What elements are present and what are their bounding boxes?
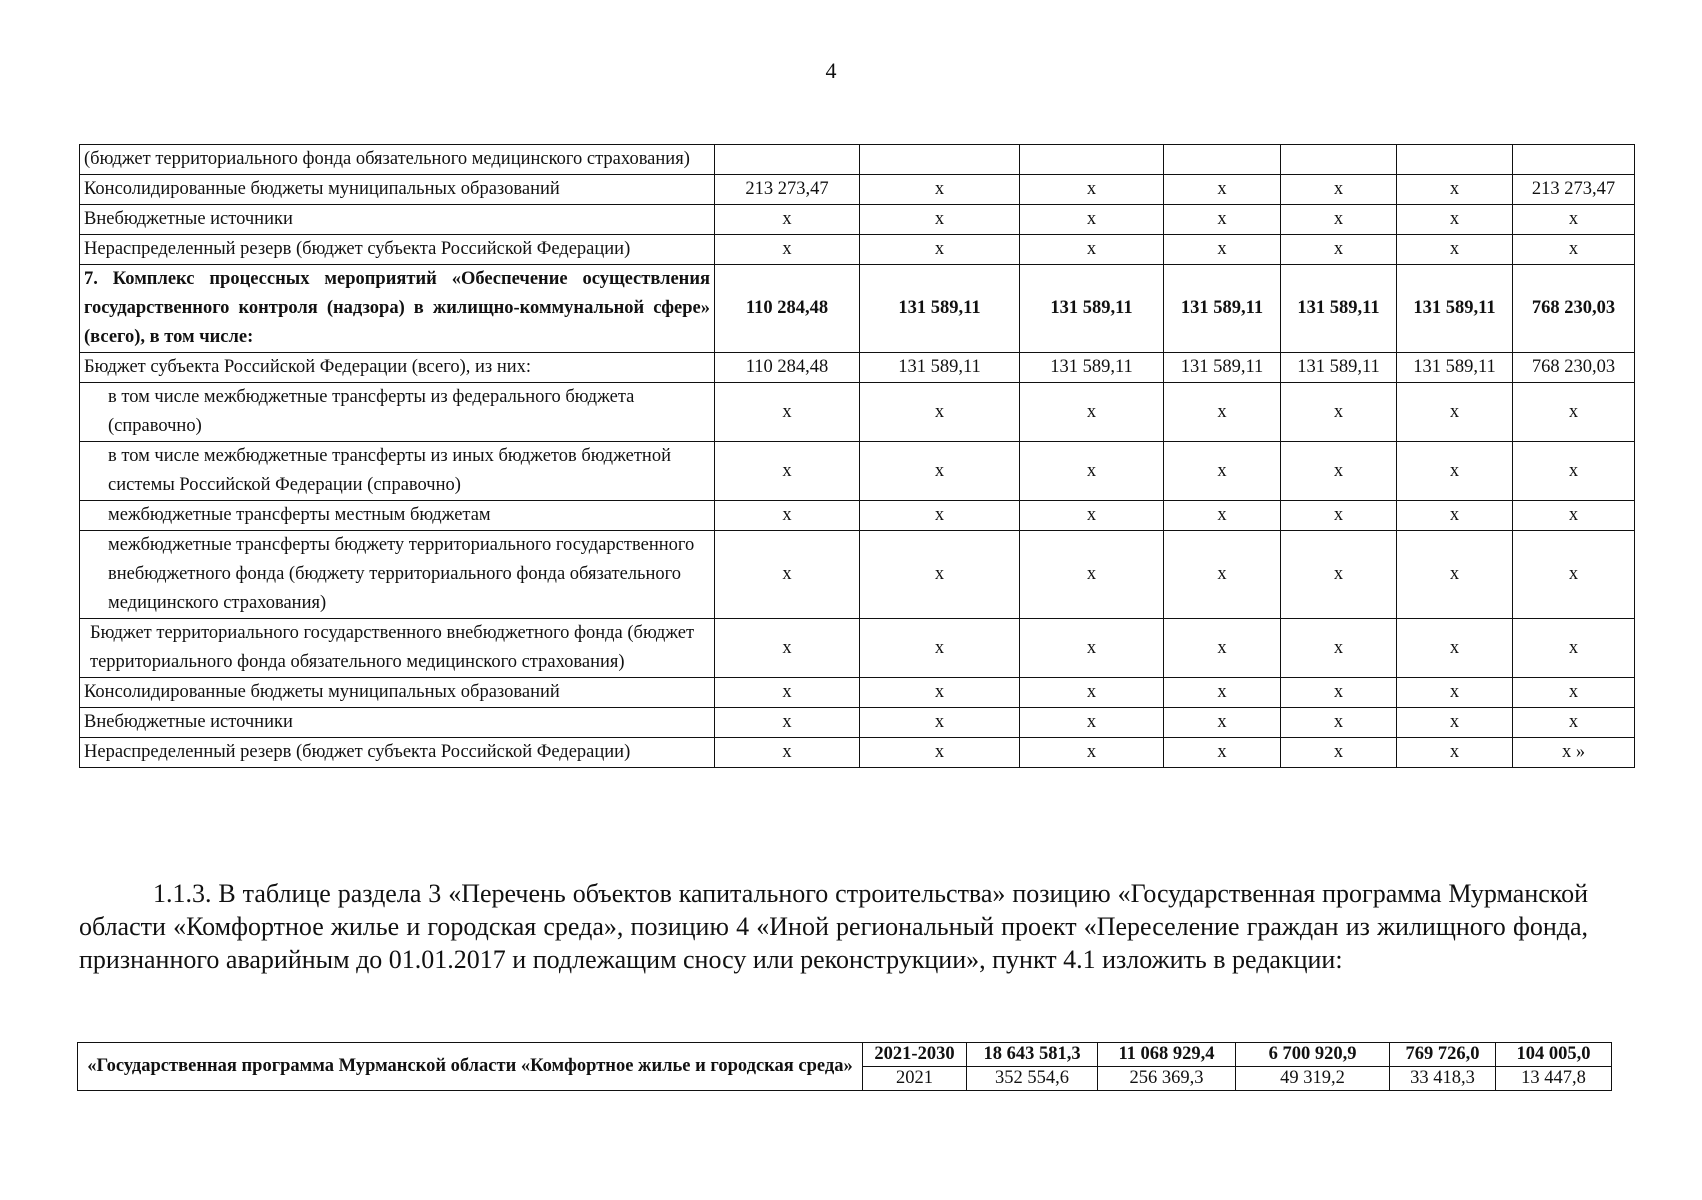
value-cell: 131 589,11 xyxy=(1397,265,1513,353)
value-cell: x xyxy=(1513,205,1635,235)
value-cell: x xyxy=(860,383,1020,442)
value-cell: x xyxy=(1281,383,1397,442)
row-label: (бюджет территориального фонда обязательного медицинского страхования) xyxy=(80,145,715,175)
value-cell: x xyxy=(1513,531,1635,619)
value-cell: x xyxy=(860,175,1020,205)
value-cell: x xyxy=(715,531,860,619)
budget-table-body xyxy=(80,145,1635,768)
program-value-cell: 11 068 929,4 xyxy=(1098,1043,1236,1067)
value-cell: x xyxy=(1281,501,1397,531)
value-cell: x xyxy=(715,678,860,708)
row-label: Нераспределенный резерв (бюджет субъекта Российской Федерации) xyxy=(80,235,715,265)
value-cell: x xyxy=(715,619,860,678)
value-cell: 131 589,11 xyxy=(1164,353,1281,383)
value-cell: x xyxy=(1397,619,1513,678)
value-cell: x xyxy=(1513,383,1635,442)
value-cell: x xyxy=(860,531,1020,619)
value-cell: x xyxy=(1513,708,1635,738)
value-cell: x xyxy=(1164,205,1281,235)
table-row xyxy=(80,678,1635,708)
value-cell: x xyxy=(715,383,860,442)
table-row xyxy=(80,235,1635,265)
program-row-total xyxy=(78,1043,1612,1067)
value-cell: x xyxy=(1281,175,1397,205)
row-label: Консолидированные бюджеты муниципальных образований xyxy=(80,678,715,708)
value-cell: x xyxy=(1281,708,1397,738)
value-cell: 131 589,11 xyxy=(1281,265,1397,353)
table-row xyxy=(80,353,1635,383)
value-cell: x xyxy=(715,442,860,501)
value-cell: x » xyxy=(1513,738,1635,768)
value-cell: x xyxy=(860,708,1020,738)
program-title: «Государственная программа Мурманской области «Комфортное жилье и городская среда» xyxy=(78,1043,863,1091)
value-cell: x xyxy=(715,235,860,265)
value-cell: x xyxy=(1397,531,1513,619)
value-cell: x xyxy=(860,442,1020,501)
value-cell: x xyxy=(1281,205,1397,235)
value-cell: x xyxy=(1281,442,1397,501)
amendment-paragraph xyxy=(79,877,1588,976)
value-cell: 768 230,03 xyxy=(1513,353,1635,383)
table-row xyxy=(80,145,1635,175)
row-label: Нераспределенный резерв (бюджет субъекта Российской Федерации) xyxy=(80,738,715,768)
row-label: Внебюджетные источники xyxy=(80,708,715,738)
value-cell: 213 273,47 xyxy=(715,175,860,205)
table-row xyxy=(80,531,1635,619)
value-cell xyxy=(1164,145,1281,175)
value-cell: x xyxy=(1513,235,1635,265)
program-value-cell: 13 447,8 xyxy=(1496,1067,1612,1091)
value-cell: x xyxy=(1513,501,1635,531)
program-value-cell: 769 726,0 xyxy=(1390,1043,1496,1067)
budget-table xyxy=(79,144,1635,768)
value-cell: x xyxy=(1397,235,1513,265)
value-cell xyxy=(1020,145,1164,175)
value-cell: x xyxy=(1164,175,1281,205)
row-label: межбюджетные трансферты бюджету территориального государственного внебюджетного фонда (бюджету территориального фонда обязательного медицинского страхования) xyxy=(80,531,715,619)
row-label: Бюджет субъекта Российской Федерации (всего), из них: xyxy=(80,353,715,383)
value-cell: x xyxy=(715,501,860,531)
value-cell: x xyxy=(715,738,860,768)
value-cell: x xyxy=(1020,531,1164,619)
value-cell: x xyxy=(1164,501,1281,531)
value-cell: 213 273,47 xyxy=(1513,175,1635,205)
program-value-cell: 49 319,2 xyxy=(1236,1067,1390,1091)
row-label: Внебюджетные источники xyxy=(80,205,715,235)
value-cell: 131 589,11 xyxy=(860,353,1020,383)
program-value-cell: 104 005,0 xyxy=(1496,1043,1612,1067)
value-cell: x xyxy=(1397,501,1513,531)
value-cell xyxy=(860,145,1020,175)
value-cell: x xyxy=(1281,531,1397,619)
value-cell: 110 284,48 xyxy=(715,353,860,383)
page-number: 4 xyxy=(825,58,837,83)
program-value-cell: 352 554,6 xyxy=(967,1067,1098,1091)
value-cell: x xyxy=(1020,678,1164,708)
value-cell: x xyxy=(860,501,1020,531)
value-cell: 131 589,11 xyxy=(1020,265,1164,353)
value-cell: x xyxy=(860,619,1020,678)
table-row xyxy=(80,383,1635,442)
value-cell: x xyxy=(860,738,1020,768)
table-row xyxy=(80,501,1635,531)
value-cell: x xyxy=(1020,383,1164,442)
program-value-cell: 33 418,3 xyxy=(1390,1067,1496,1091)
value-cell: x xyxy=(1020,501,1164,531)
row-label: в том числе межбюджетные трансферты из федерального бюджета (справочно) xyxy=(80,383,715,442)
program-period-cell: 2021-2030 xyxy=(863,1043,967,1067)
value-cell: x xyxy=(1397,205,1513,235)
value-cell: x xyxy=(860,235,1020,265)
program-value-cell: 18 643 581,3 xyxy=(967,1043,1098,1067)
value-cell: x xyxy=(1020,442,1164,501)
value-cell: x xyxy=(1397,175,1513,205)
table-row xyxy=(80,175,1635,205)
value-cell: x xyxy=(1020,235,1164,265)
value-cell: x xyxy=(1513,619,1635,678)
value-cell: 131 589,11 xyxy=(1020,353,1164,383)
program-value-cell: 256 369,3 xyxy=(1098,1067,1236,1091)
value-cell: 768 230,03 xyxy=(1513,265,1635,353)
table-row xyxy=(80,205,1635,235)
value-cell: x xyxy=(715,708,860,738)
value-cell: x xyxy=(1020,175,1164,205)
table-row xyxy=(80,442,1635,501)
row-label: межбюджетные трансферты местным бюджетам xyxy=(80,501,715,531)
value-cell: x xyxy=(1164,383,1281,442)
value-cell: 131 589,11 xyxy=(860,265,1020,353)
value-cell: x xyxy=(1397,383,1513,442)
program-value-cell: 6 700 920,9 xyxy=(1236,1043,1390,1067)
value-cell: x xyxy=(1397,738,1513,768)
value-cell: 110 284,48 xyxy=(715,265,860,353)
value-cell: x xyxy=(1164,235,1281,265)
value-cell: 131 589,11 xyxy=(1397,353,1513,383)
table-row xyxy=(80,708,1635,738)
value-cell: x xyxy=(1281,619,1397,678)
value-cell: x xyxy=(1513,678,1635,708)
value-cell: 131 589,11 xyxy=(1164,265,1281,353)
table-row xyxy=(80,619,1635,678)
value-cell: x xyxy=(1164,678,1281,708)
value-cell: x xyxy=(860,205,1020,235)
value-cell: x xyxy=(1281,678,1397,708)
paragraph-text: 1.1.3. В таблице раздела 3 «Перечень объектов капитального строительства» позицию «Государственная программа Мурманской области «Комфортное жилье и городская среда», позицию 4 «Иной региональный проект «Переселение граждан из жилищного фонда, признанного аварийным до 01.01.2017 и подлежащим сносу или реконструкции», пункт 4.1 изложить в редакции: xyxy=(79,879,1588,974)
value-cell: 131 589,11 xyxy=(1281,353,1397,383)
value-cell: x xyxy=(1020,205,1164,235)
value-cell: x xyxy=(1513,442,1635,501)
value-cell xyxy=(1281,145,1397,175)
program-table xyxy=(77,1042,1612,1091)
table-row xyxy=(80,265,1635,353)
value-cell xyxy=(715,145,860,175)
value-cell: x xyxy=(1020,738,1164,768)
value-cell: x xyxy=(1164,531,1281,619)
row-label: Консолидированные бюджеты муниципальных образований xyxy=(80,175,715,205)
value-cell: x xyxy=(1164,619,1281,678)
program-year-cell: 2021 xyxy=(863,1067,967,1091)
value-cell: x xyxy=(1281,738,1397,768)
value-cell: x xyxy=(1164,738,1281,768)
value-cell: x xyxy=(1397,442,1513,501)
row-label: 7. Комплекс процессных мероприятий «Обеспечение осуществления государственного контроля (надзора) в жилищно-коммунальной сфере» (всего), в том числе: xyxy=(80,265,715,353)
row-label: в том числе межбюджетные трансферты из иных бюджетов бюджетной системы Российской Федерации (справочно) xyxy=(80,442,715,501)
table-row xyxy=(80,738,1635,768)
value-cell: x xyxy=(1397,708,1513,738)
value-cell: x xyxy=(715,205,860,235)
value-cell: x xyxy=(1281,235,1397,265)
value-cell: x xyxy=(1164,442,1281,501)
value-cell: x xyxy=(1397,678,1513,708)
value-cell: x xyxy=(1020,619,1164,678)
row-label: Бюджет территориального государственного внебюджетного фонда (бюджет территориального фонда обязательного медицинского страхования) xyxy=(80,619,715,678)
value-cell: x xyxy=(860,678,1020,708)
value-cell: x xyxy=(1164,708,1281,738)
value-cell xyxy=(1513,145,1635,175)
value-cell xyxy=(1397,145,1513,175)
value-cell: x xyxy=(1020,708,1164,738)
